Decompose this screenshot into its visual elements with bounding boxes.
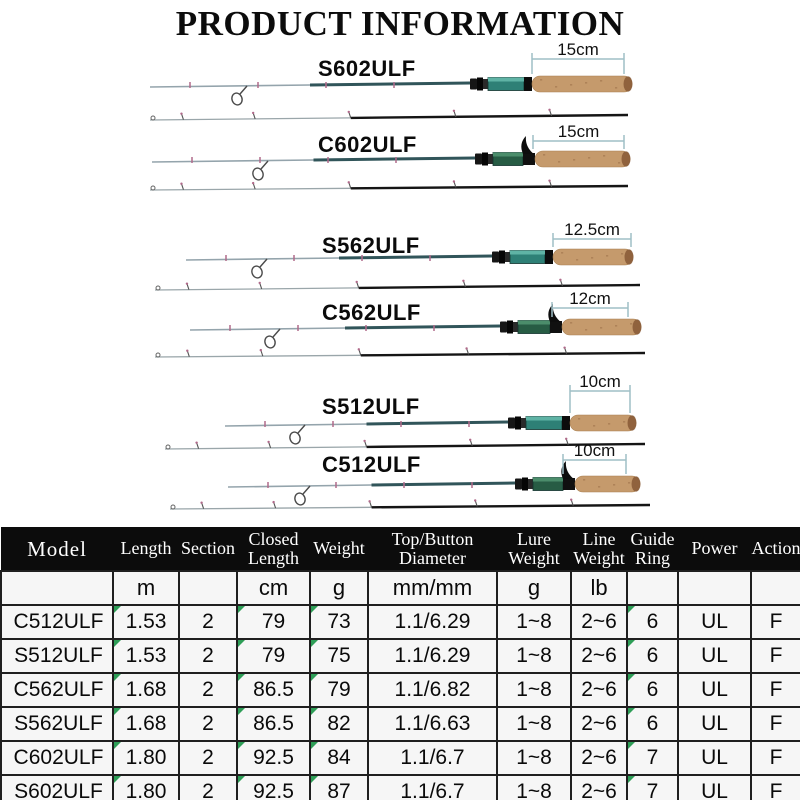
rod-label-c602ulf: C602ULF — [318, 132, 417, 157]
spec-cell: 2~6 — [571, 775, 627, 800]
spec-cell: 2 — [179, 639, 237, 673]
handle-dimension-c602ulf: 15cm — [557, 122, 600, 141]
spec-cell: 1.1/6.63 — [368, 707, 497, 741]
spec-row-c562ulf — [1, 673, 800, 707]
column-header-closed-length: Closed Length — [237, 528, 310, 571]
spec-cell: F — [751, 673, 800, 707]
spec-row-s512ulf — [1, 639, 800, 673]
spec-cell: 1.80 — [113, 775, 179, 800]
column-header-lure-weight: Lure Weight — [497, 528, 571, 571]
spec-cell: 84 — [310, 741, 368, 775]
spec-cell: F — [751, 707, 800, 741]
spec-cell: 1.68 — [113, 707, 179, 741]
spec-cell: UL — [678, 741, 751, 775]
unit-cell-weight: g — [310, 571, 368, 605]
header-row — [1, 528, 800, 571]
unit-cell-action — [751, 571, 800, 605]
column-header-action: Action — [751, 528, 800, 571]
column-header-top-button-diameter: Top/Button Diameter — [368, 528, 497, 571]
unit-cell-length: m — [113, 571, 179, 605]
spec-cell: 2 — [179, 775, 237, 800]
spec-cell: 87 — [310, 775, 368, 800]
rod-label-s512ulf: S512ULF — [322, 394, 420, 419]
spec-cell: 1~8 — [497, 707, 571, 741]
column-header-section: Section — [179, 528, 237, 571]
spec-row-c602ulf — [1, 741, 800, 775]
column-header-weight: Weight — [310, 528, 368, 571]
spec-cell: F — [751, 741, 800, 775]
handle-dimension-s602ulf: 15cm — [557, 40, 599, 59]
spec-cell: 1.1/6.29 — [368, 605, 497, 639]
spec-cell: 2~6 — [571, 741, 627, 775]
spec-cell: 2~6 — [571, 707, 627, 741]
spec-table — [0, 527, 800, 800]
spec-cell: 86.5 — [237, 673, 310, 707]
spec-cell: 1.80 — [113, 741, 179, 775]
spec-cell: 86.5 — [237, 707, 310, 741]
spec-row-c512ulf — [1, 605, 800, 639]
spec-cell: 1.68 — [113, 673, 179, 707]
spec-cell: 7 — [627, 775, 678, 800]
unit-cell-power — [678, 571, 751, 605]
column-header-guide-ring: Guide Ring — [627, 528, 678, 571]
spec-cell: 79 — [237, 639, 310, 673]
handle-dimension-c562ulf: 12cm — [569, 289, 611, 308]
unit-cell-closed: cm — [237, 571, 310, 605]
spec-cell: 79 — [310, 673, 368, 707]
spec-cell: 92.5 — [237, 741, 310, 775]
spec-cell: UL — [678, 775, 751, 800]
spec-table-section — [0, 527, 800, 800]
spec-cell: 2~6 — [571, 639, 627, 673]
spec-cell: 2 — [179, 605, 237, 639]
spec-cell: 6 — [627, 707, 678, 741]
units-row — [1, 571, 800, 605]
spec-cell: 1~8 — [497, 673, 571, 707]
spec-cell: 1.1/6.7 — [368, 775, 497, 800]
handle-dimension-s562ulf: 12.5cm — [564, 220, 620, 239]
spec-cell: 2~6 — [571, 605, 627, 639]
spec-cell: 1~8 — [497, 741, 571, 775]
spec-cell: 73 — [310, 605, 368, 639]
column-header-model: Model — [1, 528, 113, 571]
model-cell: C602ULF — [1, 741, 113, 775]
spec-cell: 7 — [627, 741, 678, 775]
spec-cell: 82 — [310, 707, 368, 741]
spec-cell: 1.1/6.7 — [368, 741, 497, 775]
spec-cell: UL — [678, 707, 751, 741]
spec-cell: 2 — [179, 741, 237, 775]
model-cell: C512ULF — [1, 605, 113, 639]
unit-cell-line: lb — [571, 571, 627, 605]
spec-cell: 92.5 — [237, 775, 310, 800]
spec-cell: 75 — [310, 639, 368, 673]
spec-cell: 1.53 — [113, 605, 179, 639]
unit-cell-model — [1, 571, 113, 605]
spec-cell: UL — [678, 605, 751, 639]
spec-cell: F — [751, 639, 800, 673]
handle-dimension-s512ulf: 10cm — [579, 372, 621, 391]
spec-cell: 6 — [627, 639, 678, 673]
spec-cell: 1.53 — [113, 639, 179, 673]
unit-cell-section — [179, 571, 237, 605]
spec-cell: F — [751, 605, 800, 639]
spec-cell: 1~8 — [497, 775, 571, 800]
column-header-length: Length — [113, 528, 179, 571]
spec-cell: 2 — [179, 673, 237, 707]
unit-cell-diameter: mm/mm — [368, 571, 497, 605]
model-cell: S512ULF — [1, 639, 113, 673]
spec-cell: UL — [678, 639, 751, 673]
unit-cell-lure: g — [497, 571, 571, 605]
model-cell: S562ULF — [1, 707, 113, 741]
rod-label-s562ulf: S562ULF — [322, 233, 420, 258]
spec-cell: 2~6 — [571, 673, 627, 707]
spec-cell: 6 — [627, 605, 678, 639]
spec-cell: 1~8 — [497, 605, 571, 639]
handle-dimension-c512ulf: 10cm — [573, 441, 616, 460]
spec-cell: 79 — [237, 605, 310, 639]
column-header-power: Power — [678, 528, 751, 571]
unit-cell-guide — [627, 571, 678, 605]
spec-row-s602ulf — [1, 775, 800, 800]
rod-label-s602ulf: S602ULF — [318, 56, 416, 81]
spec-cell: 6 — [627, 673, 678, 707]
spec-cell: 1~8 — [497, 639, 571, 673]
spec-cell: 1.1/6.29 — [368, 639, 497, 673]
model-cell: C562ULF — [1, 673, 113, 707]
page-title: PRODUCT INFORMATION — [175, 4, 625, 43]
spec-cell: 1.1/6.82 — [368, 673, 497, 707]
spec-row-s562ulf — [1, 707, 800, 741]
rod-label-c512ulf: C512ULF — [322, 452, 421, 477]
column-header-line-weight: Line Weight — [571, 528, 627, 571]
model-cell: S602ULF — [1, 775, 113, 800]
spec-cell: 2 — [179, 707, 237, 741]
spec-cell: UL — [678, 673, 751, 707]
rod-label-c562ulf: C562ULF — [322, 300, 421, 325]
spec-cell: F — [751, 775, 800, 800]
